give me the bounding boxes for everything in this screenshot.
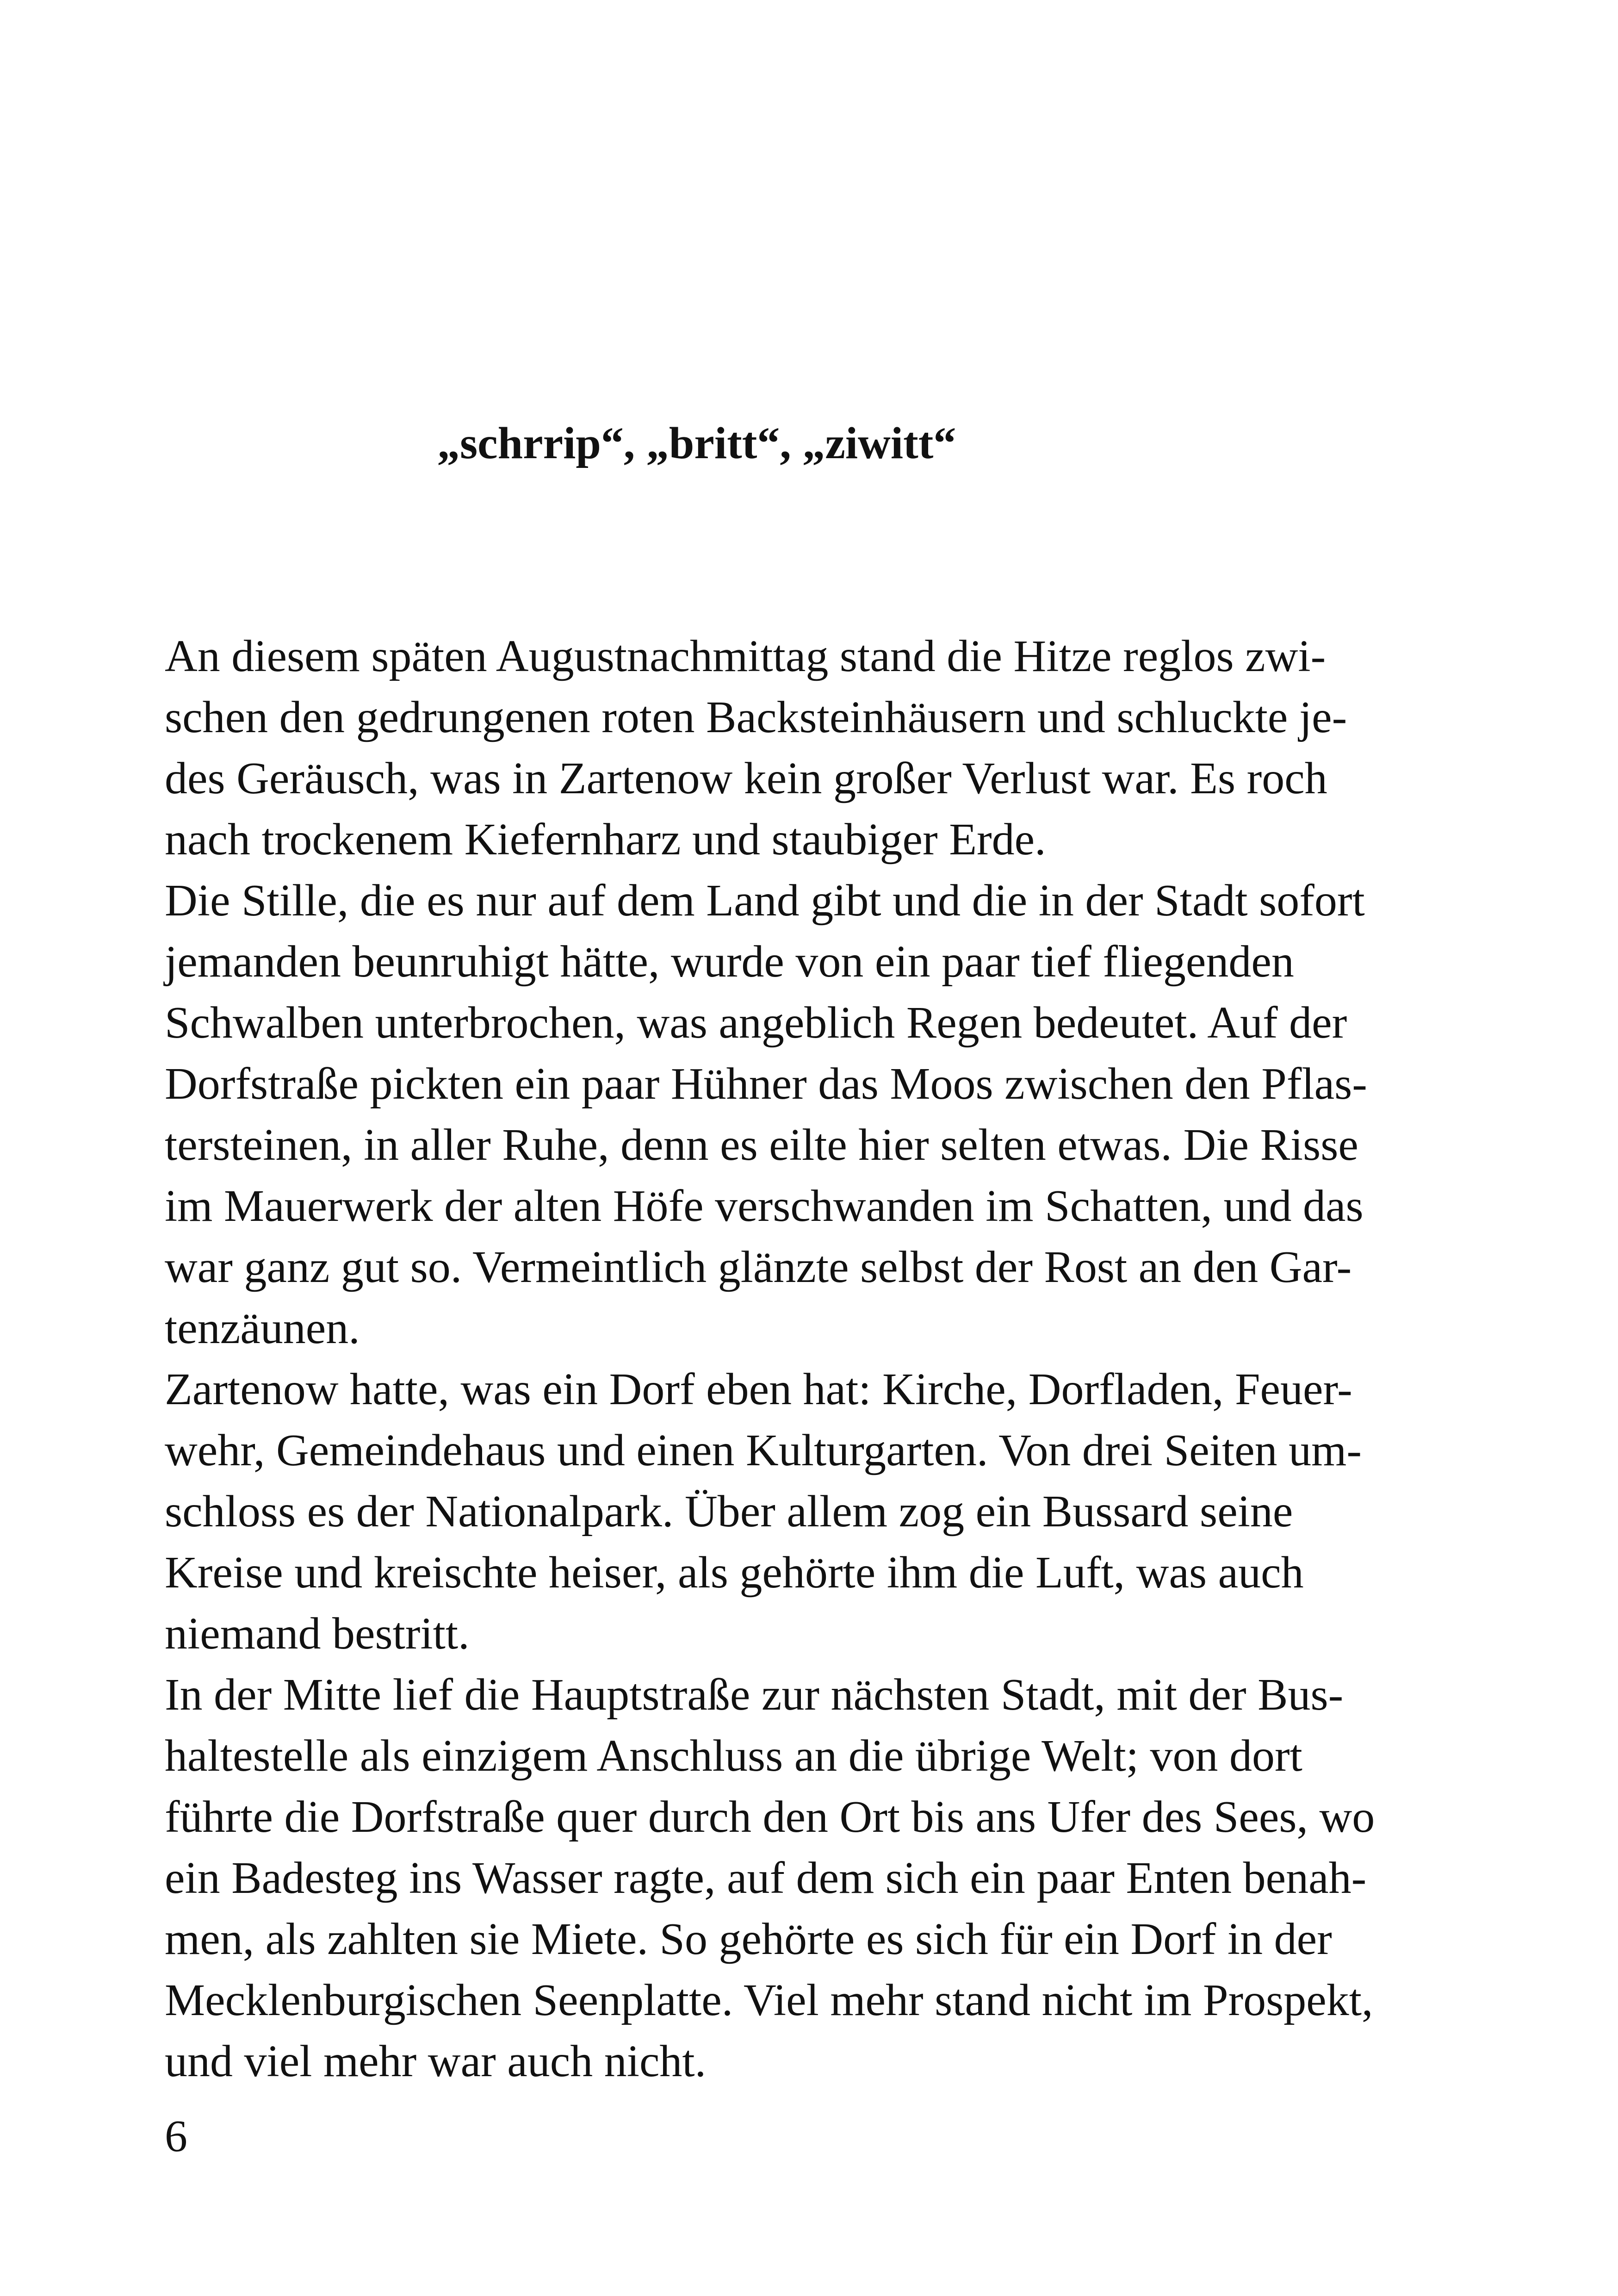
text-line: Zartenow hatte, was ein Dorf eben hat: Kirche, Dorfladen, Feuer- xyxy=(165,1364,1352,1414)
text-line: niemand bestritt. xyxy=(165,1609,470,1659)
text-line: schen den gedrungenen roten Backsteinhäusern und schluckte je- xyxy=(165,692,1347,742)
text-line: tersteinen, in aller Ruhe, denn es eilte hier selten etwas. Die Risse xyxy=(165,1120,1358,1170)
text-line: und viel mehr war auch nicht. xyxy=(165,2036,707,2086)
text-line: jemanden beunruhigt hätte, wurde von ein paar tief fliegenden xyxy=(165,937,1294,987)
text-line: wehr, Gemeindehaus und einen Kulturgarten. Von drei Seiten um- xyxy=(165,1425,1362,1475)
chapter-title: „schrrip“, „britt“, „ziwitt“ xyxy=(437,418,956,468)
text-line: Dorfstraße pickten ein paar Hühner das Moos zwischen den Pflas- xyxy=(165,1059,1367,1109)
text-line: men, als zahlten sie Miete. So gehörte es sich für ein Dorf in der xyxy=(165,1914,1332,1964)
text-line: Die Stille, die es nur auf dem Land gibt und die in der Stadt sofort xyxy=(165,876,1365,926)
text-line: im Mauerwerk der alten Höfe verschwanden im Schatten, und das xyxy=(165,1181,1364,1231)
text-line: des Geräusch, was in Zartenow kein großer Verlust war. Es roch xyxy=(165,753,1327,803)
text-line: schloss es der Nationalpark. Über allem zog ein Bussard seine xyxy=(165,1487,1293,1537)
text-line: nach trockenem Kiefernharz und staubiger Erde. xyxy=(165,815,1046,865)
text-line: tenzäunen. xyxy=(165,1303,360,1353)
page-number: 6 xyxy=(165,2111,187,2161)
body-text xyxy=(165,626,1414,2092)
text-line: ein Badesteg ins Wasser ragte, auf dem sich ein paar Enten benah- xyxy=(165,1853,1367,1903)
text-line: führte die Dorfstraße quer durch den Ort bis ans Ufer des Sees, wo xyxy=(165,1792,1375,1842)
text-line: haltestelle als einzigem Anschluss an die übrige Welt; von dort xyxy=(165,1731,1302,1781)
text-line: Kreise und kreischte heiser, als gehörte ihm die Luft, was auch xyxy=(165,1548,1304,1598)
text-line: In der Mitte lief die Hauptstraße zur nächsten Stadt, mit der Bus- xyxy=(165,1670,1344,1720)
text-line: An diesem späten Augustnachmittag stand die Hitze reglos zwi- xyxy=(165,631,1326,681)
text-line: Mecklenburgischen Seenplatte. Viel mehr stand nicht im Prospekt, xyxy=(165,1975,1373,2025)
text-line: Schwalben unterbrochen, was angeblich Regen bedeutet. Auf der xyxy=(165,998,1347,1048)
text-line: war ganz gut so. Vermeintlich glänzte selbst der Rost an den Gar- xyxy=(165,1242,1352,1292)
